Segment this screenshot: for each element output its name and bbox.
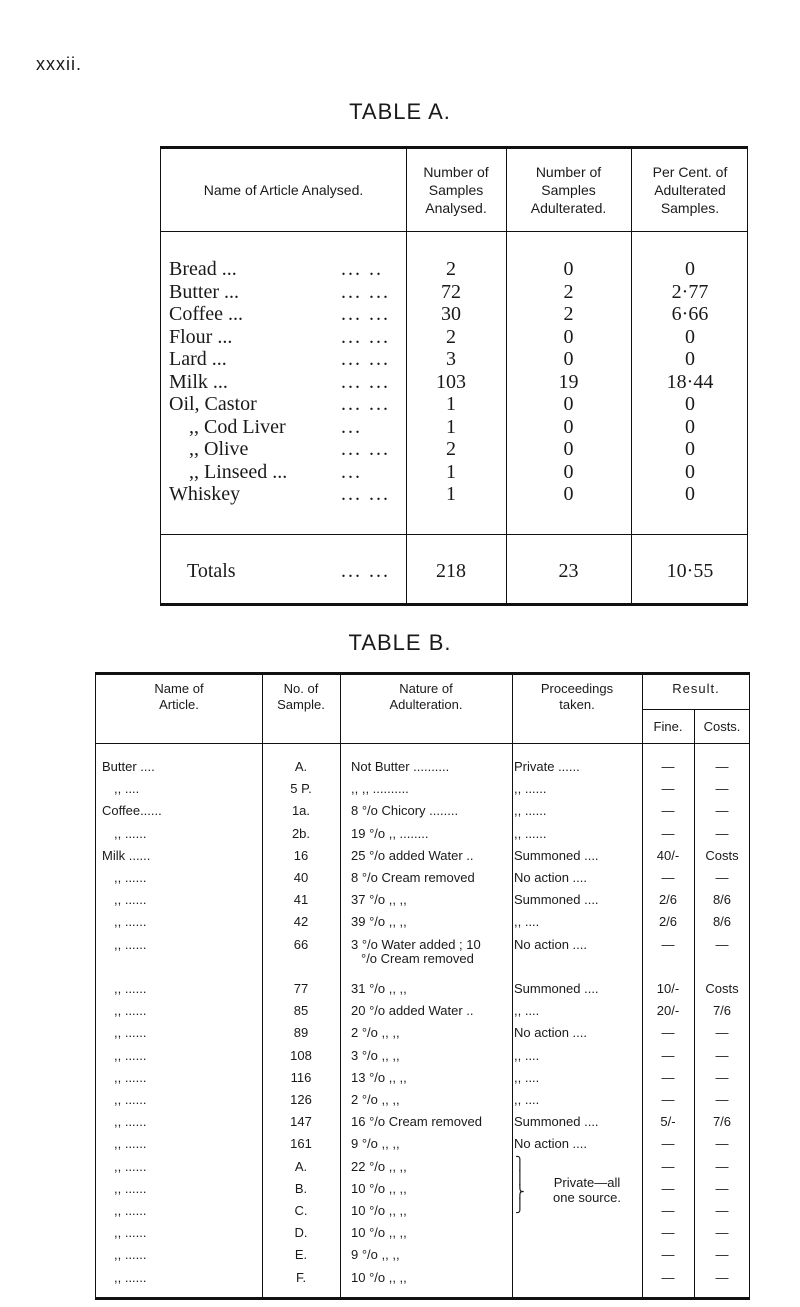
result-fine: 40/- [656,847,680,863]
proceedings-taken: ,, .... [514,1069,540,1085]
result-fine: — [661,1269,675,1285]
article-name: ,, .... [114,781,140,797]
result-fine: — [661,1158,675,1174]
sample-number: 77 [293,981,309,996]
totals-divider [161,534,747,535]
leader-dots: ... ... [341,348,390,370]
article-name: Flour ... [169,325,233,348]
article-name: ,, ...... [114,1069,147,1085]
proceedings-taken: Private ...... [514,759,580,774]
leader-dots: ... .. [341,258,383,280]
article-name: ,, ...... [114,825,147,841]
samples-analysed: 3 [446,348,456,370]
result-fine: 5/- [660,1114,676,1130]
article-name: ,, Olive [189,438,249,460]
sample-number: C. [294,1203,308,1218]
adulteration-nature: 8 °/o Cream removed [351,870,475,885]
result-costs: — [715,936,729,952]
article-name: ,, ...... [114,914,147,930]
proceedings-taken: Summoned .... [514,847,599,863]
samples-analysed: 2 [446,258,456,280]
article-name: Butter ... [169,280,239,303]
proceedings-taken: No action .... [514,936,587,952]
percent-adulterated: 0 [685,258,695,280]
samples-analysed: 1 [446,460,456,483]
header-adulterated: Number of Samples Adulterated. [530,164,607,216]
table-row [96,848,749,863]
result-costs: Costs [705,981,739,996]
adulteration-nature: 9 °/o ,, ,, [351,1136,400,1152]
proceedings-taken: ,, ...... [514,825,547,841]
totals-analysed: 218 [436,560,466,582]
samples-adulterated: 0 [563,393,574,415]
adulteration-nature: 3 °/o Water added ; 10 [351,936,481,952]
header-percent: Per Cent. of Adulterated Samples. [652,164,728,216]
result-costs: 7/6 [712,1003,732,1019]
proceedings-taken: Summoned .... [514,1114,599,1130]
percent-adulterated: 2·77 [671,280,709,303]
adulteration-nature: 39 °/o ,, ,, [351,914,407,930]
proceedings-taken: Summoned .... [514,981,599,996]
table-row [96,870,749,885]
header-nature: Nature of Adulteration. [389,681,463,712]
article-name: ,, ...... [114,1225,147,1241]
leader-dots: ... ... [341,393,390,415]
article-name: Butter .... [102,759,155,774]
adulteration-nature: 31 °/o ,, ,, [351,981,407,996]
table-row [161,370,747,394]
result-fine: — [661,1136,675,1152]
header-divider [96,743,749,744]
page-number: xxxii. [36,54,82,74]
sample-number: 116 [290,1069,312,1085]
article-name: Bread ... [169,258,237,280]
result-costs: — [715,803,729,819]
percent-adulterated: 0 [685,483,695,505]
proceedings-taken: ,, .... [514,1092,540,1107]
result-fine: 2/6 [658,892,678,908]
article-name: ,, ...... [114,1047,147,1063]
leader-dots: ... ... [341,560,390,582]
article-name: Coffee ... [169,303,244,325]
samples-analysed: 72 [441,280,461,303]
adulteration-nature: 13 °/o ,, ,, [351,1069,407,1085]
adulteration-nature: °/o Cream removed [361,950,474,966]
sample-number: F. [295,1269,307,1285]
samples-analysed: 30 [441,303,461,325]
article-name: Milk ... [169,370,228,393]
adulteration-nature: 16 °/o Cream removed [351,1114,482,1130]
result-costs: — [715,1180,729,1196]
header-sample: No. of Sample. [277,681,325,712]
header-costs: Costs. [703,719,741,734]
sample-number: 42 [293,914,309,930]
header-fine: Fine. [653,719,683,734]
result-fine: — [661,1069,675,1085]
samples-adulterated: 0 [563,258,574,280]
sample-number: 89 [293,1025,309,1041]
header-result: Result. [672,681,720,696]
result-costs: — [715,1025,729,1041]
header-analysed: Number of Samples Analysed. [423,164,489,216]
samples-adulterated: 19 [558,370,579,393]
article-name: Oil, Castor [169,393,257,415]
leader-dots: ... ... [341,280,390,303]
samples-analysed: 103 [436,370,466,393]
table-row [96,1181,749,1196]
result-costs: 8/6 [712,914,732,930]
adulteration-nature: 22 °/o ,, ,, [351,1158,407,1174]
table-row [96,1003,749,1018]
result-costs: — [715,1069,729,1085]
result-fine: — [661,759,675,774]
result-fine: — [661,1047,675,1063]
sample-number: 1a. [291,803,311,819]
table-row [161,347,747,371]
adulteration-nature: 19 °/o ,, ........ [351,825,429,841]
adulteration-nature: 3 °/o ,, ,, [351,1047,400,1063]
proceedings-taken: ,, ...... [514,781,547,797]
proceedings-taken: ,, .... [514,914,540,930]
result-fine: — [661,825,675,841]
result-costs: — [715,1047,729,1063]
adulteration-nature: 10 °/o ,, ,, [351,1269,407,1285]
article-name: Milk ...... [102,847,151,863]
samples-adulterated: 0 [563,483,574,505]
adulteration-nature: Not Butter .......... [351,759,450,774]
article-name: ,, Cod Liver [189,415,286,438]
table-row [161,302,747,326]
result-fine: — [661,803,675,819]
adulteration-nature: 9 °/o ,, ,, [351,1247,400,1263]
samples-analysed: 1 [446,393,456,415]
proceedings-taken: ,, ...... [514,803,547,819]
proceedings-taken: No action .... [514,1025,587,1041]
samples-adulterated: 2 [563,303,574,325]
result-costs: — [715,1158,729,1174]
table-row [161,415,747,439]
result-costs: Costs [705,847,739,863]
table-row [96,951,749,966]
sample-number: 41 [293,892,309,908]
article-name: ,, ...... [114,1158,147,1174]
article-name: ,, ...... [114,1203,147,1218]
sample-number: 85 [293,1003,309,1019]
result-fine: — [661,1203,675,1218]
article-name: ,, ...... [114,1025,147,1041]
article-name: ,, ...... [114,1247,147,1263]
table-a-caption: TABLE A. [349,99,451,124]
result-costs: — [715,870,729,885]
table-row [161,437,747,461]
sample-number: 161 [290,1136,312,1152]
table-row [161,280,747,304]
percent-adulterated: 0 [685,348,695,370]
table-row [96,759,749,774]
table-row [161,257,747,281]
table-row [96,1092,749,1107]
adulteration-nature: 2 °/o ,, ,, [351,1025,400,1041]
article-name: ,, ...... [114,1092,147,1107]
proceedings-taken: No action .... [514,870,587,885]
article-name: Lard ... [169,348,227,370]
result-costs: — [715,1269,729,1285]
table-row [161,482,747,506]
result-fine: — [661,936,675,952]
article-name: ,, ...... [114,892,147,908]
sample-number: D. [294,1225,308,1241]
article-name: ,, ...... [114,981,147,996]
samples-analysed: 2 [446,325,456,348]
result-costs: — [715,1247,729,1263]
result-costs: — [715,1203,729,1218]
table-row [96,914,749,929]
table-row [96,781,749,796]
table-row [96,1136,749,1151]
table-row [96,981,749,996]
proceedings-taken: Summoned .... [514,892,599,908]
proceedings-taken: No action .... [514,1136,587,1152]
article-name: ,, ...... [114,1136,147,1152]
table-row [161,325,747,349]
sample-number: 16 [293,847,309,863]
adulteration-nature: ,, ,, .......... [351,781,409,797]
result-fine: — [661,870,675,885]
result-costs: 8/6 [712,892,732,908]
result-costs: — [715,1136,729,1152]
table-row [96,826,749,841]
totals-label: Totals [187,560,236,582]
group-note: Private—all one source. [553,1175,621,1205]
leader-dots: ... ... [341,325,390,348]
samples-adulterated: 2 [563,280,574,303]
article-name: ,, ...... [114,1114,147,1130]
percent-adulterated: 6·66 [671,303,709,325]
sample-number: B. [294,1180,308,1196]
result-fine: 2/6 [658,914,678,930]
samples-analysed: 1 [446,415,456,438]
adulteration-nature: 10 °/o ,, ,, [351,1225,407,1241]
sample-number: 40 [293,870,309,885]
article-name: ,, ...... [114,1269,147,1285]
result-costs: 7/6 [712,1114,732,1130]
table-row [96,1225,749,1240]
adulteration-nature: 8 °/o Chicory ........ [351,803,459,819]
article-name: ,, ...... [114,936,147,952]
percent-adulterated: 0 [685,460,695,483]
result-costs: — [715,759,729,774]
sample-number: 108 [290,1047,312,1063]
article-name: ,, ...... [114,1180,147,1196]
percent-adulterated: 0 [685,393,695,415]
header-divider [161,231,747,232]
sample-number: 147 [290,1114,312,1130]
result-fine: — [661,1247,675,1263]
sample-number: 5 P. [290,781,312,797]
sample-number: E. [294,1247,308,1263]
totals-percent: 10·55 [666,560,714,582]
proceedings-taken: ,, .... [514,1047,540,1063]
table-row [96,1247,749,1262]
article-name: Whiskey [169,483,241,505]
sample-number: 66 [293,936,309,952]
samples-adulterated: 0 [563,438,574,460]
leader-dots: ... ... [341,303,390,325]
samples-adulterated: 0 [563,460,574,483]
leader-dots: ... ... [341,438,390,460]
sample-number: A. [294,1158,308,1174]
table-row [96,892,749,907]
totals-adulterated: 23 [558,560,579,582]
percent-adulterated: 0 [685,415,695,438]
table-row [96,1025,749,1040]
samples-adulterated: 0 [563,325,574,348]
result-fine: 20/- [656,1003,680,1019]
header-proceedings: Proceedings taken. [540,681,614,712]
result-fine: 10/- [656,981,680,996]
result-fine: — [661,1180,675,1196]
table-row [96,1270,749,1285]
adulteration-nature: 25 °/o added Water .. [351,847,474,863]
samples-analysed: 2 [446,438,456,460]
table-row [96,1203,749,1218]
table-row [96,1114,749,1129]
sample-number: 126 [290,1092,312,1107]
table-row [96,937,749,952]
samples-analysed: 1 [446,483,456,505]
result-costs: — [715,1092,729,1107]
table-a [160,146,748,606]
proceedings-taken: ,, .... [514,1003,540,1019]
percent-adulterated: 0 [685,325,695,348]
samples-adulterated: 0 [563,348,574,370]
table-row [96,1159,749,1174]
sample-number: A. [294,759,308,774]
header-article: Name of Article. [154,681,204,712]
adulteration-nature: 10 °/o ,, ,, [351,1180,407,1196]
percent-adulterated: 0 [685,438,695,460]
leader-dots: ... [341,460,362,483]
totals-row [161,559,747,583]
adulteration-nature: 37 °/o ,, ,, [351,892,407,908]
table-row [96,803,749,818]
result-fine: — [661,781,675,797]
table-row [161,392,747,416]
leader-dots: ... ... [341,483,390,505]
article-name: ,, ...... [114,870,147,885]
result-divider [642,709,749,710]
result-fine: — [661,1225,675,1241]
result-fine: — [661,1092,675,1107]
adulteration-nature: 10 °/o ,, ,, [351,1203,407,1218]
percent-adulterated: 18·44 [666,370,714,393]
article-name: ,, Linseed ... [189,460,288,483]
leader-dots: ... [341,415,362,438]
adulteration-nature: 2 °/o ,, ,, [351,1092,400,1107]
sample-number: 2b. [291,825,311,841]
article-name: ,, ...... [114,1003,147,1019]
result-costs: — [715,825,729,841]
adulteration-nature: 20 °/o added Water .. [351,1003,474,1019]
article-name: Coffee...... [102,803,162,819]
result-fine: — [661,1025,675,1041]
leader-dots: ... ... [341,370,390,393]
result-costs: — [715,1225,729,1241]
table-row [161,460,747,484]
table-b-caption: TABLE B. [348,630,452,655]
header-article: Name of Article Analysed. [203,182,364,198]
group-brace: ⎫ ⎪ ⎬ ⎭ [515,1156,525,1213]
table-b [95,672,750,1300]
result-costs: — [715,781,729,797]
table-row [96,1070,749,1085]
samples-adulterated: 0 [563,415,574,438]
table-row [96,1048,749,1063]
